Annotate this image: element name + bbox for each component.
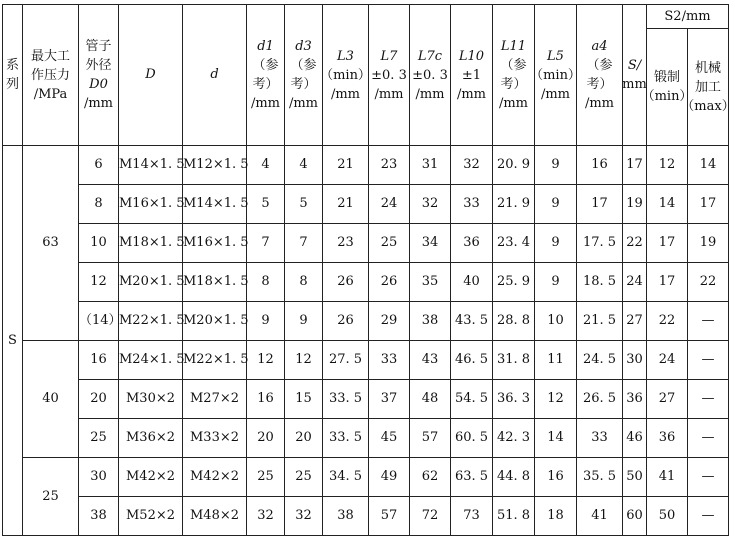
table-cell: 20. 9 [493, 146, 535, 185]
table-cell: 49 [369, 458, 410, 497]
table-cell: 24 [623, 263, 647, 302]
table-cell: 38 [323, 497, 369, 536]
table-cell: 54. 5 [451, 380, 493, 419]
table-cell: 50 [623, 458, 647, 497]
table-cell: 20 [285, 419, 323, 458]
table-cell: 73 [451, 497, 493, 536]
table-cell: （14） [79, 302, 119, 341]
header-a4: a4 （参 考） /mm [577, 5, 623, 146]
table-cell: 9 [285, 302, 323, 341]
table-cell: 60. 5 [451, 419, 493, 458]
table-cell: M16×1. 5 [183, 224, 247, 263]
table-cell: 12 [535, 380, 577, 419]
table-cell: — [688, 458, 729, 497]
pressure-cell: 40 [23, 341, 79, 458]
table-cell: 22 [688, 263, 729, 302]
header-L7c: L7c ±0. 3 /mm [410, 5, 451, 146]
table-cell: 18 [535, 497, 577, 536]
table-row [3, 380, 729, 419]
table-row [3, 302, 729, 341]
table-cell: M48×2 [183, 497, 247, 536]
header-d1: d1 （参 考） /mm [247, 5, 285, 146]
table-cell: 21. 9 [493, 185, 535, 224]
table-cell: 12 [247, 341, 285, 380]
table-cell: 12 [285, 341, 323, 380]
table-cell: 34 [410, 224, 451, 263]
header-S2-machined: 机械 加工 （max） [688, 29, 729, 146]
header-d: d [183, 5, 247, 146]
table-cell: M24×1. 5 [119, 341, 183, 380]
table-cell: — [688, 302, 729, 341]
table-cell: 26 [323, 302, 369, 341]
table-cell: 16 [535, 458, 577, 497]
table-cell: 60 [623, 497, 647, 536]
table-cell: 36 [451, 224, 493, 263]
table-cell: 31 [410, 146, 451, 185]
table-cell: 27. 5 [323, 341, 369, 380]
table-cell: 51. 8 [493, 497, 535, 536]
table-cell: 31. 8 [493, 341, 535, 380]
table-cell: 36 [623, 380, 647, 419]
table-cell: 41 [577, 497, 623, 536]
table-cell: 11 [535, 341, 577, 380]
table-cell: — [688, 419, 729, 458]
table-cell: 33 [369, 341, 410, 380]
table-cell: 17 [647, 224, 688, 263]
table-cell: 41 [647, 458, 688, 497]
table-cell: 20 [247, 419, 285, 458]
table-cell: 25 [285, 458, 323, 497]
table-cell: 63. 5 [451, 458, 493, 497]
table-cell: 14 [535, 419, 577, 458]
table-cell: 10 [79, 224, 119, 263]
table-cell: 21 [323, 146, 369, 185]
table-cell: — [688, 380, 729, 419]
table-cell: 24 [647, 341, 688, 380]
table-cell: M18×1. 5 [183, 263, 247, 302]
header-L3: L3 （min） /mm [323, 5, 369, 146]
table-row [3, 224, 729, 263]
table-cell: 27 [647, 380, 688, 419]
dimension-table [2, 4, 735, 536]
table-cell: 37 [369, 380, 410, 419]
table-cell: M36×2 [119, 419, 183, 458]
table-row [3, 263, 729, 302]
table-cell: 36 [647, 419, 688, 458]
table-cell: 57 [369, 497, 410, 536]
table-cell: 33 [577, 419, 623, 458]
table-cell: 33. 5 [323, 380, 369, 419]
table-cell: 34. 5 [323, 458, 369, 497]
table-cell: 9 [535, 185, 577, 224]
table-cell: 46. 5 [451, 341, 493, 380]
table-cell: M14×1. 5 [183, 185, 247, 224]
series-cell: S [3, 146, 23, 536]
header-pipe-od: 管子 外径 D0 /mm [79, 5, 119, 146]
table-cell: 17. 5 [577, 224, 623, 263]
table-cell: 44. 8 [493, 458, 535, 497]
table-cell: M20×1. 5 [119, 263, 183, 302]
table-cell: 46 [623, 419, 647, 458]
table-cell: 26 [369, 263, 410, 302]
table-cell: 25 [79, 419, 119, 458]
table-cell: 35. 5 [577, 458, 623, 497]
table-cell: 23. 4 [493, 224, 535, 263]
table-cell: 23 [323, 224, 369, 263]
table-row [3, 185, 729, 224]
table-cell: 27 [623, 302, 647, 341]
table-cell: M16×1. 5 [119, 185, 183, 224]
table-body [3, 146, 729, 536]
table-cell: 62 [410, 458, 451, 497]
table-cell: 22 [623, 224, 647, 263]
table-cell: M22×1. 5 [119, 302, 183, 341]
table-cell: 10 [535, 302, 577, 341]
table-cell: 38 [410, 302, 451, 341]
table-cell: 9 [535, 263, 577, 302]
table-cell: 45 [369, 419, 410, 458]
table-cell: 25 [369, 224, 410, 263]
table-cell: 4 [247, 146, 285, 185]
table-cell: 24. 5 [577, 341, 623, 380]
table-cell: 57 [410, 419, 451, 458]
table-row [3, 341, 729, 380]
table-cell: 5 [285, 185, 323, 224]
table-cell: M20×1. 5 [183, 302, 247, 341]
header-L10: L10 ±1 /mm [451, 5, 493, 146]
table-cell: 17 [577, 185, 623, 224]
table-cell: M42×2 [183, 458, 247, 497]
header-d3: d3 （参 考） /mm [285, 5, 323, 146]
pressure-cell: 63 [23, 146, 79, 341]
table-cell: M52×2 [119, 497, 183, 536]
table-cell: 9 [247, 302, 285, 341]
table-cell: 14 [647, 185, 688, 224]
table-cell: 48 [410, 380, 451, 419]
table-cell: 21. 5 [577, 302, 623, 341]
table-cell: 72 [410, 497, 451, 536]
table-cell: 16 [577, 146, 623, 185]
table-cell: 6 [79, 146, 119, 185]
table-cell: M22×1. 5 [183, 341, 247, 380]
header-D: D [119, 5, 183, 146]
table-cell: 4 [285, 146, 323, 185]
table-cell: 5 [247, 185, 285, 224]
table-cell: 40 [451, 263, 493, 302]
table-cell: 8 [79, 185, 119, 224]
table-cell: 43 [410, 341, 451, 380]
table-cell: 21 [323, 185, 369, 224]
table-cell: 23 [369, 146, 410, 185]
table-cell: 36. 3 [493, 380, 535, 419]
table-cell: 26. 5 [577, 380, 623, 419]
table-cell: 9 [535, 146, 577, 185]
table-cell: 33. 5 [323, 419, 369, 458]
table-cell: M42×2 [119, 458, 183, 497]
table-cell: 16 [247, 380, 285, 419]
header-L5: L5 （min） /mm [535, 5, 577, 146]
table-cell: M33×2 [183, 419, 247, 458]
table-cell: 26 [323, 263, 369, 302]
table-row [3, 497, 729, 536]
header-L7: L7 ±0. 3 /mm [369, 5, 410, 146]
table-cell: 19 [623, 185, 647, 224]
table-cell: 15 [285, 380, 323, 419]
table-cell: 9 [535, 224, 577, 263]
table-cell: 28. 8 [493, 302, 535, 341]
table-cell: 38 [79, 497, 119, 536]
table-cell: 24 [369, 185, 410, 224]
table-cell: M18×1. 5 [119, 224, 183, 263]
table-cell: 20 [79, 380, 119, 419]
table-cell: 17 [688, 185, 729, 224]
table-cell: 50 [647, 497, 688, 536]
table-cell: 43. 5 [451, 302, 493, 341]
table-cell: M30×2 [119, 380, 183, 419]
table-cell: 33 [451, 185, 493, 224]
header-series: 系 列 [3, 5, 23, 146]
table-cell: 7 [285, 224, 323, 263]
table-row [3, 458, 729, 497]
table-cell: 32 [247, 497, 285, 536]
table-cell: 8 [285, 263, 323, 302]
table-cell: 25. 9 [493, 263, 535, 302]
table-cell: 30 [79, 458, 119, 497]
table-cell: 19 [688, 224, 729, 263]
table-cell: — [688, 341, 729, 380]
table-cell: 17 [647, 263, 688, 302]
table-row [3, 419, 729, 458]
table-cell: M12×1. 5 [183, 146, 247, 185]
pressure-cell: 25 [23, 458, 79, 536]
header-S2-forged: 锻制 （min） [647, 29, 688, 146]
header-S2: S2/mm [647, 5, 729, 29]
table-cell: 35 [410, 263, 451, 302]
table-cell: M14×1. 5 [119, 146, 183, 185]
table-cell: 14 [688, 146, 729, 185]
table-cell: M27×2 [183, 380, 247, 419]
table-cell: 12 [647, 146, 688, 185]
table-cell: 17 [623, 146, 647, 185]
table-cell: 32 [285, 497, 323, 536]
table-cell: 18. 5 [577, 263, 623, 302]
header-L11: L11 （参 考） /mm [493, 5, 535, 146]
table-row [3, 146, 729, 185]
header-pressure: 最大工 作压力 /MPa [23, 5, 79, 146]
table-cell: 32 [410, 185, 451, 224]
table-cell: 32 [451, 146, 493, 185]
table-cell: 25 [247, 458, 285, 497]
table-cell: 8 [247, 263, 285, 302]
table-cell: 16 [79, 341, 119, 380]
table-cell: 30 [623, 341, 647, 380]
table-cell: 12 [79, 263, 119, 302]
header-S: S/ mm [623, 5, 647, 146]
table-cell: — [688, 497, 729, 536]
table-cell: 29 [369, 302, 410, 341]
table-cell: 42. 3 [493, 419, 535, 458]
table-cell: 22 [647, 302, 688, 341]
table-cell: 7 [247, 224, 285, 263]
